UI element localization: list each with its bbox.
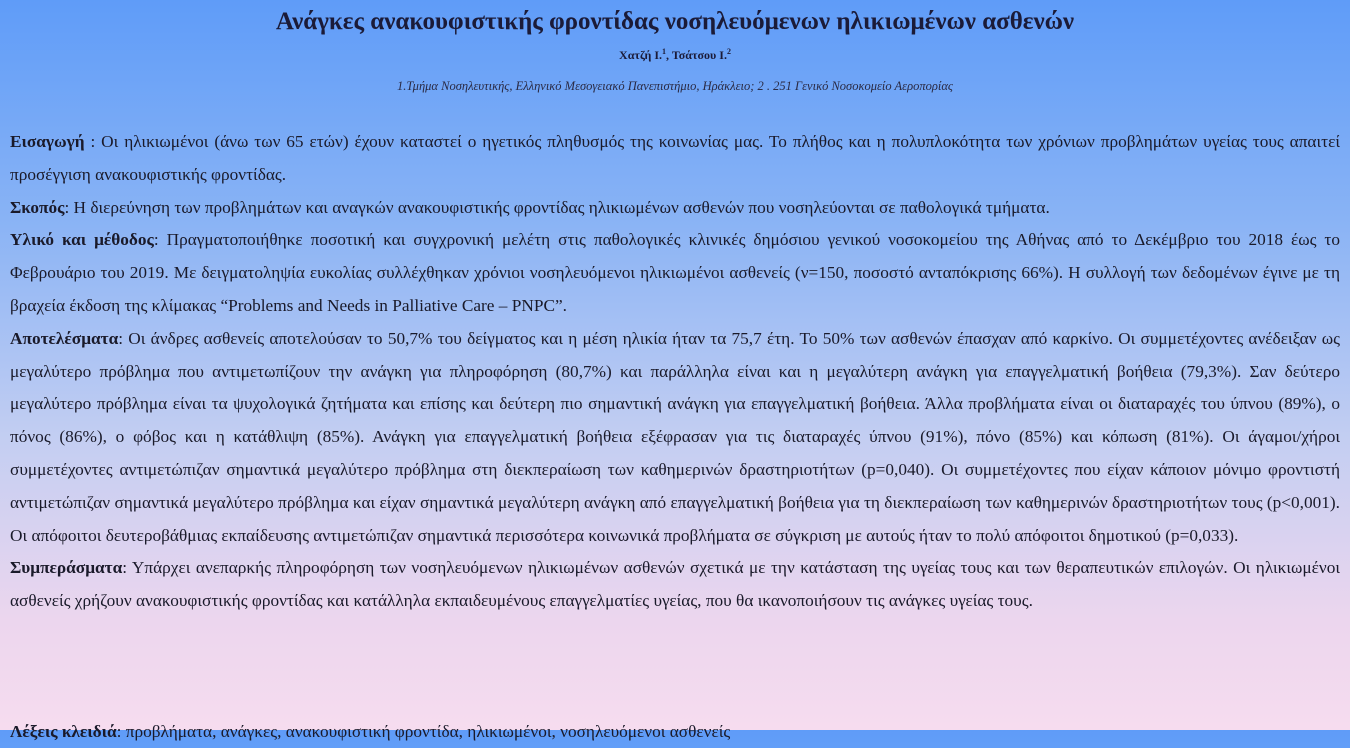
section-text: : Οι ηλικιωμένοι (άνω των 65 ετών) έχουν καταστεί ο ηγετικός πληθυσμός της κοινωνίας μας. Το πλήθος και η πολυπλοκότητα των χρόνιων προβλημάτων υγείας τους απαιτεί προσέγγιση ανακουφιστικής φροντίδας. <box>10 132 1340 184</box>
section-heading: Λέξεις κλειδιά <box>10 722 117 741</box>
section-text: : Οι άνδρες ασθενείς αποτελούσαν το 50,7% του δείγματος και η μέση ηλικία ήταν τα 75,7 έτη. Το 50% των ασθενών έπασχαν από καρκίνο. Οι συμμετέχοντες ανέδειξαν ως μεγαλύτερο πρόβλημα που αντιμετωπίζουν την ανάγκη για πληροφόρηση (80,7%) και παράλληλα είναι και η μεγαλύτερη ανάγκη για επαγγελματική βοήθεια (79,3%). Σαν δεύτερο μεγαλύτερο πρόβλημα είναι τα ψυχολογικά ζητήματα και επίσης και δεύτερη πιο σημαντική ανάγκη για επαγγελματική βοήθεια. Άλλα προβλήματα είναι οι διαταραχές του ύπνου (89%), ο πόνος (86%), ο φόβος και η κατάθλιψη (85%). Ανάγκη για επαγγελματική βοήθεια εξέφρασαν για τις διαταραχές ύπνου (91%), πόνο (85%) και κόπωση (81%). Οι άγαμοι/χήροι συμμετέχοντες αντιμετώπιζαν σημαντικά μεγαλύτερο πρόβλημα στη διεκπεραίωση των καθημερινών δραστηριοτήτων (p=0,040). Οι συμμετέχοντες που είχαν κάποιον μόνιμο φροντιστή αντιμετώπιζαν σημαντικά μεγαλύτερο πρόβλημα και είχαν σημαντικά μεγαλύτερη ανάγκη από επαγγελματική βοήθεια για τη διεκπεραίωση των καθημερινών δραστηριοτήτων τους (p<0,001). Οι απόφοιτοι δευτεροβάθμιας εκπαίδευσης αντιμετώπιζαν σημαντικά περισσότερα κοινωνικά προβλήματα σε σύγκριση με αυτούς ήταν το πολύ απόφοιτοι δημοτικού (p=0,033). <box>10 328 1340 545</box>
section-heading: Σκοπός <box>10 197 65 217</box>
page-title: Ανάγκες ανακουφιστικής φροντίδας νοσηλευόμενων ηλικιωμένων ασθενών <box>275 8 1075 35</box>
section-heading: Εισαγωγή <box>10 132 85 151</box>
section-heading: Αποτελέσματα <box>10 328 119 348</box>
section-heading: Υλικό και μέθοδος <box>10 230 154 250</box>
author-name: Τσάτσου Ι. <box>671 48 727 62</box>
author-separator: , <box>666 48 672 62</box>
author-affiliation-mark: 2 <box>726 47 731 56</box>
author-name: Χατζή Ι. <box>619 48 663 62</box>
abstract-body <box>10 126 1340 618</box>
section-text: : Υπάρχει ανεπαρκής πληροφόρηση των νοσηλευόμενων ηλικιωμένων ασθενών σχετικά με την κατάσταση της υγείας τους και των θεραπευτικών επιλογών. Οι ηλικιωμένοι ασθενείς χρήζουν ανακουφιστικής φροντίδας και κατάλληλα εκπαιδευμένους επαγγελματίες υγείας, που θα ικανοποιήσουν τις ανάγκες υγείας τους. <box>10 558 1340 611</box>
section-conclusions <box>10 552 1340 618</box>
section-text: : Πραγματοποιήθηκε ποσοτική και συγχρονική μελέτη στις παθολογικές κλινικές δημόσιου γενικού νοσοκομείου της Αθήνας από το Δεκέμβριο του 2018 έως το Φεβρουάριο του 2019. Με δειγματοληψία ευκολίας συλλέχθηκαν χρόνιοι νοσηλευόμενοι ηλικιωμένοι ασθενείς (ν=150, ποσοστό ανταπόκρισης 66%). Η συλλογή των δεδομένων έγινε με τη βραχεία έκδοση της κλίμακας “Problems and Needs in Palliative Care – PNPC”. <box>10 230 1341 315</box>
keywords-line <box>10 716 730 748</box>
section-introduction <box>10 126 1340 192</box>
section-text: : προβλήματα, ανάγκες, ανακουφιστική φροντίδα, ηλικιωμένοι, νοσηλευόμενοι ασθενείς <box>116 722 731 741</box>
authors-line <box>0 47 1350 63</box>
author-affiliation-mark: 1 <box>662 47 667 56</box>
section-aim <box>10 192 1340 225</box>
section-methods <box>10 224 1340 322</box>
section-results <box>10 323 1340 553</box>
affiliations: 1.Τμήμα Νοσηλευτικής, Ελληνικό Μεσογειακό Πανεπιστήμιο, Ηράκλειο; 2 . 251 Γενικό Νοσοκομείο Αεροπορίας <box>397 79 953 93</box>
section-heading: Συμπεράσματα <box>10 558 123 578</box>
section-text: : Η διερεύνηση των προβλημάτων και αναγκών ανακουφιστικής φροντίδας ηλικιωμένων ασθενών που νοσηλεύονται σε παθολογικά τμήματα. <box>64 197 1050 217</box>
